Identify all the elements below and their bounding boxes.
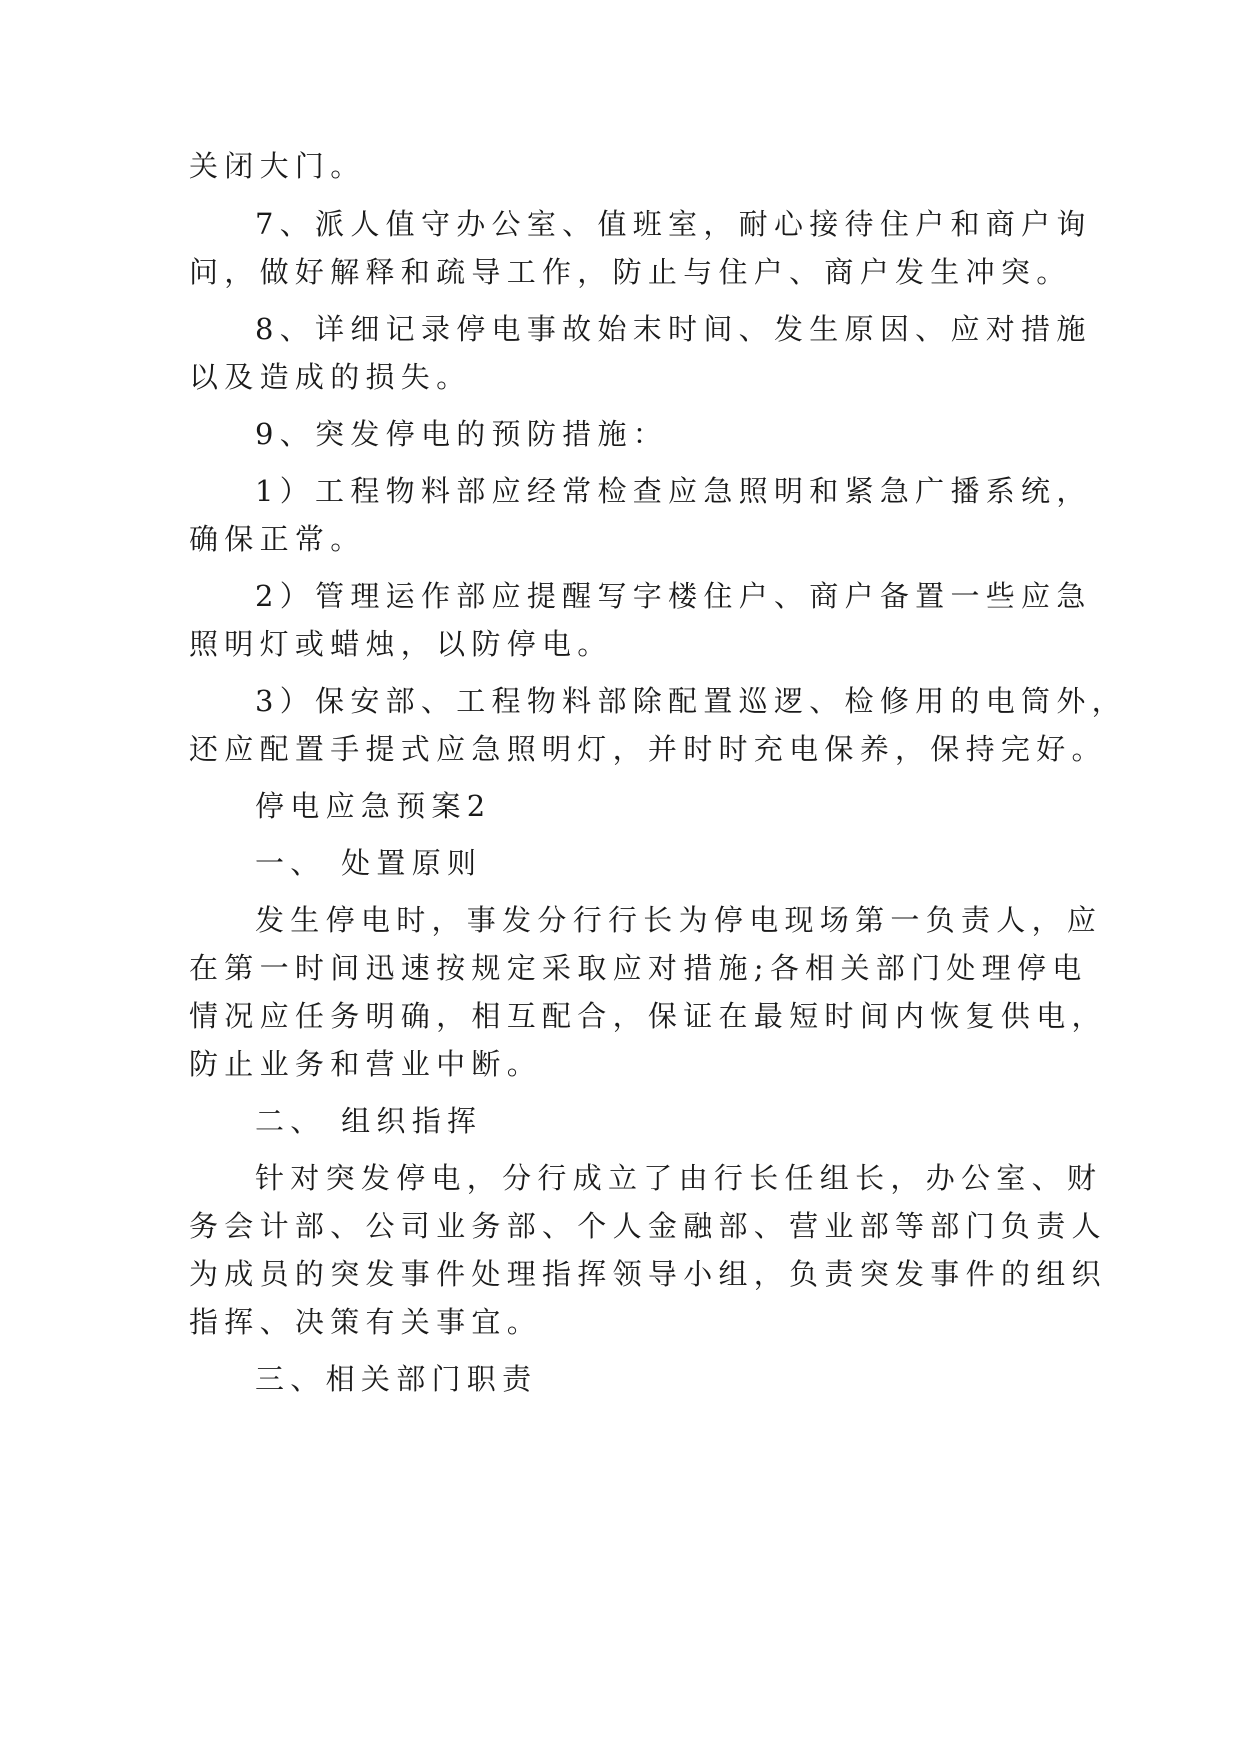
text-line: 以及造成的损失。 [189, 360, 472, 394]
paragraph-item-9: 9、突发停电的预防措施： [255, 417, 669, 451]
paragraph-item-8: 8、详细记录停电事故始末时间、发生原因、应对措施 [255, 312, 1092, 346]
text-line: 问，做好解释和疏导工作，防止与住户、商户发生冲突。 [189, 255, 1072, 289]
heading-command: 二、 组织指挥 [255, 1104, 483, 1138]
sub-item-1: 1）工程物料部应经常检查应急照明和紧急广播系统， [255, 474, 1092, 508]
text-line: 为成员的突发事件处理指挥领导小组，负责突发事件的组织 [189, 1257, 1107, 1291]
text-line: 确保正常。 [189, 522, 366, 556]
heading-responsibilities: 三、相关部门职责 [255, 1362, 538, 1396]
text-line: 关闭大门。 [189, 149, 366, 183]
text-line: 务会计部、公司业务部、个人金融部、营业部等部门负责人 [189, 1209, 1107, 1243]
paragraph-principles: 发生停电时，事发分行行长为停电现场第一负责人，应 [255, 903, 1103, 937]
text-line: 情况应任务明确，相互配合，保证在最短时间内恢复供电， [189, 999, 1107, 1033]
sub-item-2: 2）管理运作部应提醒写字楼住户、商户备置一些应急 [255, 579, 1092, 613]
text-line: 还应配置手提式应急照明灯，并时时充电保养，保持完好。 [189, 732, 1107, 766]
section-title: 停电应急预案2 [255, 789, 492, 823]
paragraph-item-7: 7、派人值守办公室、值班室，耐心接待住户和商户询 [255, 207, 1092, 241]
sub-item-3: 3）保安部、工程物料部除配置巡逻、检修用的电筒外， [255, 684, 1127, 718]
paragraph-command: 针对突发停电，分行成立了由行长任组长，办公室、财 [255, 1161, 1103, 1195]
text-line: 指挥、决策有关事宜。 [189, 1305, 543, 1339]
text-line: 防止业务和营业中断。 [189, 1047, 543, 1081]
text-line: 在第一时间迅速按规定采取应对措施;各相关部门处理停电 [189, 951, 1088, 985]
heading-principles: 一、 处置原则 [255, 846, 483, 880]
text-line: 照明灯或蜡烛，以防停电。 [189, 627, 613, 661]
